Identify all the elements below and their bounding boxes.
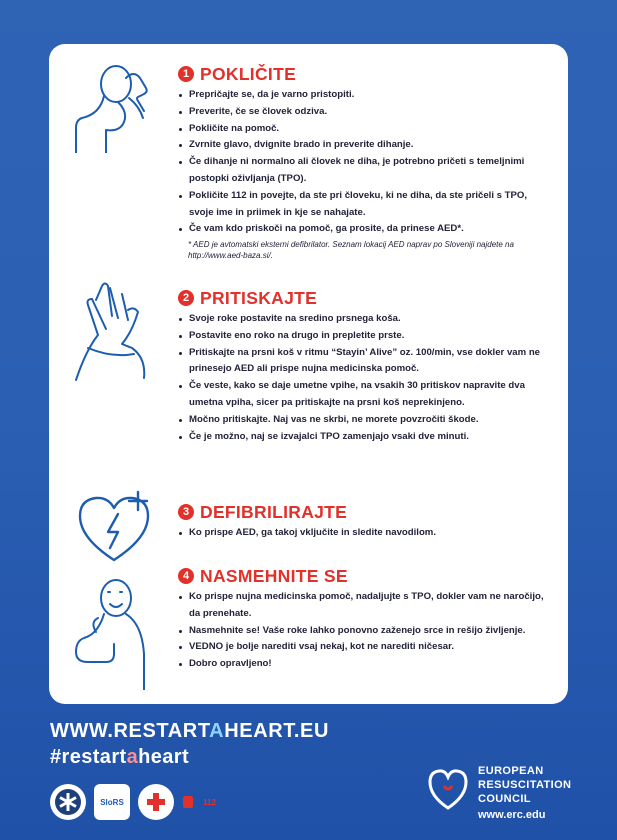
list-item: Če veste, kako se daje umetne vpihe, na vsakih 30 pritiskov napravite dva umetna vpiha, sicer pa pritiskajte na prsni koš neprekinjeno.: [178, 378, 548, 412]
step-number-badge: 3: [178, 504, 194, 520]
list-item: Dobro opravljeno!: [178, 656, 548, 673]
list-item: Ko prispe nujna medicinska pomoč, nadaljujte s TPO, dokler vam ne naročijo, da prenehate.: [178, 589, 548, 623]
hashtag-part: heart: [138, 746, 190, 768]
slors-label: SloRS: [100, 797, 124, 807]
list-item: Ko prispe AED, ga takoj vključite in sledite navodilom.: [178, 525, 548, 542]
aed-heart-icon: [74, 484, 160, 564]
section-heading: [178, 64, 548, 84]
section-title: PRITISKAJTE: [200, 288, 318, 308]
list-item: Če dihanje ni normalno ali človek ne diha, je potrebno pričeti s temeljnimi postopki oživljanja (TPO).: [178, 154, 548, 188]
section-smile: [178, 566, 548, 673]
section-heading: [178, 566, 548, 586]
url-part: RESTART: [113, 720, 210, 742]
list-item: Močno pritiskajte. Naj vas ne skrbi, ne morete povzročiti škode.: [178, 412, 548, 429]
url-part: A: [209, 720, 225, 742]
instruction-list: [178, 589, 548, 673]
list-item: Svoje roke postavite na sredino prsnega koša.: [178, 311, 548, 328]
section-press: [178, 288, 548, 445]
hashtag-part: #restart: [50, 746, 127, 768]
list-item: VEDNO je bolje narediti vsaj nekaj, kot ne narediti ničesar.: [178, 639, 548, 656]
erc-logo-block: [428, 764, 571, 821]
section-defibrillate: [178, 502, 548, 542]
section-title: DEFIBRILIRAJTE: [200, 502, 348, 522]
section-heading: [178, 502, 548, 522]
url-part: WWW.: [50, 720, 114, 742]
instruction-list: [178, 525, 548, 542]
section-call: [178, 64, 548, 261]
red-cross-logo: [138, 784, 174, 820]
erc-heart-icon: [428, 764, 468, 812]
erc-url[interactable]: www.erc.edu: [478, 809, 546, 821]
list-item: Prepričajte se, da je varno pristopiti.: [178, 87, 548, 104]
star-of-life-logo: [50, 784, 86, 820]
list-item: Če vam kdo priskoči na pomoč, ga prosite, da prinese AED*.: [178, 221, 548, 238]
list-item: Zvrnite glavo, dvignite brado in preverite dihanje.: [178, 137, 548, 154]
list-item: Pritiskajte na prsni koš v ritmu “Stayin’ Alive” oz. 100/min, vse dokler vam ne prinesejo AED ali prispe nujna medicinska pomoč.: [178, 345, 548, 379]
phone-icon: [182, 795, 194, 809]
instruction-list: [178, 87, 548, 238]
erc-name-line: EUROPEAN: [478, 765, 544, 777]
section-title: NASMEHNITE SE: [200, 566, 348, 586]
instruction-list: [178, 311, 548, 445]
thumbs-up-person-icon: [70, 570, 160, 690]
list-item: Pokličite na pomoč.: [178, 121, 548, 138]
erc-name-line: RESUSCITATION: [478, 779, 572, 791]
erc-text-group: [478, 764, 571, 821]
list-item: Postavite eno roko na drugo in prepletite prste.: [178, 328, 548, 345]
step-number-badge: 1: [178, 66, 194, 82]
hands-compression-icon: [66, 280, 162, 388]
url-part: HEART.EU: [224, 720, 330, 742]
partner-logos: [50, 784, 216, 820]
aed-footnote: * AED je avtomatski eksterni defibrilator. Seznam lokacij AED naprav po Sloveniji najdete na http://www.aed-baza.si/.: [188, 240, 514, 261]
list-item: Preverite, če se človek odziva.: [178, 104, 548, 121]
step-number-badge: 2: [178, 290, 194, 306]
phone-call-person-icon: [74, 58, 164, 153]
campaign-url[interactable]: [50, 720, 329, 743]
erc-name-line: COUNCIL: [478, 793, 531, 805]
section-title: POKLIČITE: [200, 64, 297, 84]
campaign-hashtag: [50, 746, 189, 769]
slors-logo: [94, 784, 130, 820]
list-item: Nasmehnite se! Vaše roke lahko ponovno zaženejo srce in rešijo življenje.: [178, 623, 548, 640]
section-heading: [178, 288, 548, 308]
step-number-badge: 4: [178, 568, 194, 584]
emergency-number: 112: [203, 797, 216, 807]
phone-logo: [182, 795, 216, 809]
hashtag-part: a: [126, 746, 139, 768]
list-item: Pokličite 112 in povejte, da ste pri človeku, ki ne diha, da ste pričeli s TPO, svoje ime in priimek in kje se nahajate.: [178, 188, 548, 222]
list-item: Če je možno, naj se izvajalci TPO zamenjajo vsaki dve minuti.: [178, 429, 548, 446]
